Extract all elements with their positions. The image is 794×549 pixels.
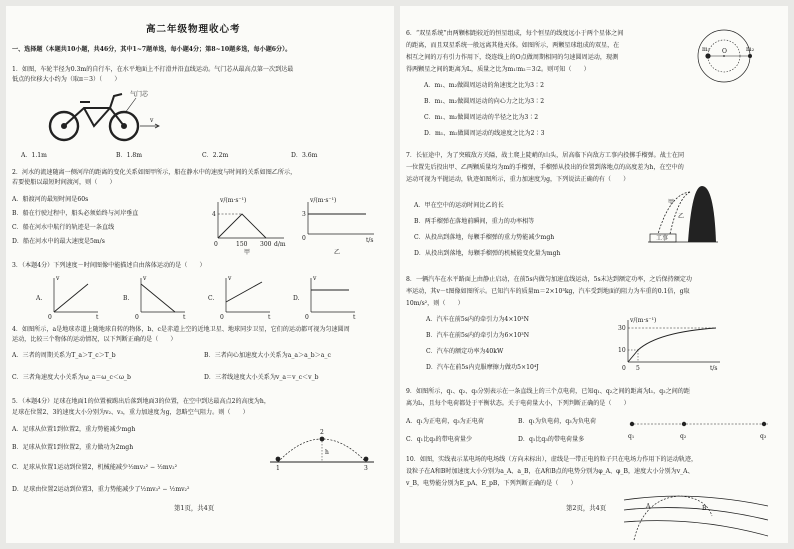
q3-a-origin: 0 xyxy=(48,314,52,321)
q6-option-c: C．m₁、m₂做圆周运动的半径之比为3∶2 xyxy=(424,114,539,121)
charge-q2 xyxy=(682,422,686,426)
graph-jia-x-tick-0: 0 xyxy=(214,241,218,248)
label-point-a: A xyxy=(646,503,651,510)
q6-stem-line1: 6．“双星系统”由两颗相距较近的恒星组成，每个恒星的线度远小于两个星体之间 xyxy=(406,30,624,37)
q3-c-origin: 0 xyxy=(220,314,224,321)
vt-y30: 30 xyxy=(618,325,626,332)
ball-position-2 xyxy=(320,437,325,442)
q8-stem-line3: 10m/s²，则（ ） xyxy=(406,300,464,307)
label-yi: 乙 xyxy=(678,213,685,220)
q7-option-b: B．两手榴弹在落地前瞬间，重力的功率相等 xyxy=(414,218,535,225)
q8-option-b: B．汽车在前5s内的牵引力为6×10³N xyxy=(426,332,530,339)
label-m1: m₁ xyxy=(702,46,711,53)
page-footer-2: 第2页，共4页 xyxy=(566,504,607,512)
ball-position-3 xyxy=(364,457,369,462)
q7-stem-line2: 一位置先后投出甲、乙两颗质量均为m的手榴弹，手榴弹从投出的位置到落地点的高度差为h，在空中的 xyxy=(406,164,684,171)
q9-option-a: A．q₁为正电荷，q₃为正电荷 xyxy=(406,418,485,425)
q3-a-line xyxy=(54,284,88,312)
q4-option-c: C．三者角速度大小关系为ω_a＝ω_c＜ω_b xyxy=(12,374,131,381)
label-jia: 甲 xyxy=(668,199,675,206)
q3-graph-d xyxy=(291,274,361,320)
star-m2 xyxy=(748,54,752,58)
valve-label: 气门芯 xyxy=(130,91,149,98)
q2-option-d: D．船在河水中的最大速度是5m/s xyxy=(12,238,105,245)
q1-stem-line2: 低点的位移大小约为（取π＝3）（ ） xyxy=(12,76,121,83)
position-label-3: 3 xyxy=(364,465,368,472)
q3-stem: 3．（本题4分）下列速度－时间图像中能描述自由落体运动的是（ ） xyxy=(12,262,206,269)
q2-option-c: C．船在河水中航行的轨迹是一条直线 xyxy=(12,224,115,231)
q1-stem-line1: 1．如图，车轮半径为0.3m的自行车，在水平地面上不打滑并沿直线运动。气门芯从最高点第一次到达最 xyxy=(12,66,294,73)
graph-yi-caption: 乙 xyxy=(334,249,341,256)
q3-b-t-label: t xyxy=(183,314,186,321)
q1-option-a: A．1.1m xyxy=(21,152,47,159)
section-heading: 一、选择题（本题共10小题，共46分，其中1~7题单选，每小题4分；第8~10题多选，每小题6分）。 xyxy=(12,46,292,53)
vt-y10: 10 xyxy=(618,347,626,354)
hill xyxy=(688,186,716,242)
q8-option-c: C．汽车的额定功率为40kW xyxy=(426,348,504,355)
graph-yi-ylabel: v/(m·s⁻¹) xyxy=(310,197,337,204)
q5-option-c: C．足球从位置1运动到位置2，机械能减少½mv₃² − ½mv₂² xyxy=(12,464,178,471)
q2-stem-line2: 若要使船以最短时间渡河，则（ ） xyxy=(12,179,116,186)
label-q2: q₂ xyxy=(680,433,687,440)
q4-option-b: B．三者向心加速度大小关系为a_a＞a_b＞a_c xyxy=(204,352,331,359)
q3-label-b: B. xyxy=(123,295,130,302)
q4-stem-line1: 4．如图所示，a是地球赤道上随地球自转的物体，b、c是赤道上空的近地卫星、地球同步卫星，它们的运动都可视为匀速圆周 xyxy=(12,326,350,333)
boat-speed-graph-yi xyxy=(300,196,380,256)
q3-c-t-label: t xyxy=(268,314,271,321)
q3-b-origin: 0 xyxy=(135,314,139,321)
q3-a-t-label: t xyxy=(96,314,99,321)
vt-ylabel: v/(m·s⁻¹) xyxy=(630,317,657,324)
exam-page-2 xyxy=(400,6,788,543)
q6-stem-line4: 得两颗星之间的距离为L，质量之比为m₁∶m₂＝3∶2。则可知（ ） xyxy=(406,66,590,73)
position-label-1: 1 xyxy=(276,465,280,472)
bicycle-figure xyxy=(46,88,166,144)
q3-c-v-label: v xyxy=(228,275,232,282)
q7-option-d: D．从投出到落地，每颗手榴弹的机械能变化量为mgh xyxy=(414,250,561,257)
vt-curve xyxy=(628,328,716,362)
label-q1: q₁ xyxy=(628,433,635,440)
center-o xyxy=(723,55,725,57)
graph-jia-x-tick-300: 300 xyxy=(260,241,272,248)
grenade-hill-figure xyxy=(648,184,718,246)
valve-pointer xyxy=(125,98,136,113)
graph-jia-ylabel: v/(m·s⁻¹) xyxy=(220,197,247,204)
q3-b-v-label: v xyxy=(143,275,147,282)
graph-jia-x-tick-150: 150 xyxy=(236,241,248,248)
q8-option-a: A．汽车在前5s内的牵引力为4×10³N xyxy=(426,316,529,323)
label-m2: m₂ xyxy=(746,46,755,53)
q2-stem-line1: 2．河水的流速随离一侧河岸的距离的变化关系如图甲所示，船在静水中的速度与时间的关系如图乙所示， xyxy=(12,169,297,176)
q7-option-a: A．甲在空中的运动时间比乙的长 xyxy=(414,202,504,209)
q3-label-d: D. xyxy=(293,295,300,302)
graph-jia-y-tick: 4 xyxy=(212,211,216,218)
q2-option-b: B．船在行驶过程中，船头必须始终与河岸垂直 xyxy=(12,210,139,217)
graph-yi-origin: 0 xyxy=(302,235,306,242)
q4-option-a: A．三者的周期关系为T_a＞T_c＞T_b xyxy=(12,352,116,359)
car-vt-graph xyxy=(618,316,726,374)
football-trajectory-figure xyxy=(268,422,378,472)
q10-stem-line2: 设粒子在A和B时加速度大小分别为a_A、a_B，在A和B点的电势分别为φ_A、φ_B，速度大小分别为v_A、 xyxy=(406,468,694,475)
graph-yi-xlabel: t/s xyxy=(366,237,374,244)
bike-frame xyxy=(64,94,124,126)
ball-position-1 xyxy=(276,457,281,462)
binary-star-figure xyxy=(684,26,764,86)
q3-d-v-label: v xyxy=(313,275,317,282)
q3-label-c: C. xyxy=(208,295,215,302)
q5-option-d: D．足球由位置2运动到位置3，重力势能减少了½mv₃² − ½mv₂² xyxy=(12,486,190,493)
q3-label-a: A. xyxy=(36,295,43,302)
q3-a-v-label: v xyxy=(56,275,60,282)
q7-stem-line1: 7．长征途中，为了突破敌方关隘，战士爬上陡峭的山头，居高临下向敌方工事内投掷手榴弹。战士在同 xyxy=(406,152,685,159)
label-q3: q₃ xyxy=(760,433,767,440)
point-charges-figure xyxy=(622,412,772,442)
label-point-b: B xyxy=(702,505,707,512)
vt-x5: 5 xyxy=(636,365,640,372)
exam-title: 高二年级物理收心考 xyxy=(146,24,241,35)
electric-field-figure xyxy=(622,486,772,542)
q1-option-b: B．1.8m xyxy=(116,152,143,159)
label-o: O xyxy=(722,48,727,55)
q9-stem-line2: 离为l₂，且每个电荷都处于平衡状态。关于电荷量大小，下列判断正确的是（ ） xyxy=(406,400,630,407)
charge-q3 xyxy=(762,422,766,426)
river-speed-graph-jia xyxy=(210,196,290,256)
q6-stem-line2: 的距离，而且双星系统一般远离其他天体。如图所示，两颗星球组成的双星，在 xyxy=(406,42,620,49)
q9-option-b: B．q₁为负电荷，q₃为负电荷 xyxy=(518,418,597,425)
height-label: h xyxy=(325,449,329,456)
q5-option-a: A．足球从位置1到位置2，重力势能减少mgh xyxy=(12,426,136,433)
q5-stem-line2: 足球在位置2、3的速度大小分别为v₂、v₃，重力加速度为g，忽略空气阻力。则（ ） xyxy=(12,409,249,416)
field-line-3 xyxy=(624,521,768,536)
velocity-label: v xyxy=(150,117,154,124)
q3-graph-b xyxy=(121,274,191,320)
graph-yi-y-tick: 3 xyxy=(302,211,306,218)
q8-stem-line1: 8．一辆汽车在水平路面上由静止启动，在前5s内做匀加速直线运动，5s末达到额定功率，之后保持额定功 xyxy=(406,276,693,283)
q10-stem-line3: v_B，电势能分别为E_pA、E_pB，下列判断正确的是（ ） xyxy=(406,480,577,487)
label-bunker: 工事 xyxy=(656,235,669,242)
q5-stem-line1: 5．（本题4分）足球在地面1的位置被踢出后落到地面3的位置，在空中到达最高点2的高度为h， xyxy=(12,398,270,405)
q6-option-a: A．m₁、m₂做圆周运动的角速度之比为3∶2 xyxy=(424,82,545,89)
q5-option-b: B．足球从位置1到位置2，重力做功为2mgh xyxy=(12,444,134,451)
vt-origin: 0 xyxy=(622,365,626,372)
q6-stem-line3: 相互之间的万有引力作用下，绕连线上的O点做周期相同的匀速圆周运动，现测 xyxy=(406,54,619,61)
q3-b-line xyxy=(141,284,175,312)
q8-stem-line2: 率运动，其v－t图像如图所示。已知汽车的质量m＝2×10³kg，汽车受到地面的阻力为车重的0.1倍，g取 xyxy=(406,288,690,295)
q1-option-d: D．3.6m xyxy=(291,152,318,159)
position-label-2: 2 xyxy=(320,429,324,436)
graph-jia-xlabel: d/m xyxy=(274,241,286,248)
q3-d-origin: 0 xyxy=(305,314,309,321)
vt-xlabel: t/s xyxy=(710,365,718,372)
q9-option-c: C．q₁比q₃的带电荷量少 xyxy=(406,436,473,443)
q2-option-a: A．船渡河的最短时间是60s xyxy=(12,196,89,203)
q3-graph-c xyxy=(206,274,276,320)
q6-option-b: B．m₁、m₂做圆周运动的向心力之比为3∶2 xyxy=(424,98,545,105)
q7-stem-line3: 运动可视为平抛运动，轨迹如图所示，重力加速度为g，下列说法正确的有（ ） xyxy=(406,176,630,183)
q3-graph-a xyxy=(34,274,104,320)
q9-stem-line1: 9．如图所示，q₁、q₂、q₃分别表示在一条直线上的三个点电荷，已知q₁、q₂之间的距离为l₁，q₂之间的距 xyxy=(406,388,690,395)
q3-d-t-label: t xyxy=(353,314,356,321)
page-footer-1: 第1页，共4页 xyxy=(174,504,215,512)
q3-c-line xyxy=(226,282,262,302)
graph-jia-caption: 甲 xyxy=(244,249,251,256)
q9-option-d: D．q₁比q₃的带电荷量多 xyxy=(518,436,585,443)
graph-jia-line xyxy=(218,214,266,238)
q6-option-d: D．m₁、m₂做圆周运动的线速度之比为2∶3 xyxy=(424,130,545,137)
charge-q1 xyxy=(630,422,634,426)
exam-page-1 xyxy=(6,6,394,543)
star-m1 xyxy=(705,53,710,58)
q8-option-d: D．汽车在前5s内克服摩擦力做功5×10⁴J xyxy=(426,364,539,371)
q4-option-d: D．三者线速度大小关系为v_a＝v_c＜v_b xyxy=(204,374,319,381)
q7-option-c: C．从投出到落地，每颗手榴弹的重力势能减少mgh xyxy=(414,234,555,241)
q10-stem-line1: 10．如图，实线表示某电场的电场线（方向未标出），虚线是一带正电的粒子只在电场力作用下的运动轨迹， xyxy=(406,456,698,463)
q1-option-c: C．2.2m xyxy=(202,152,229,159)
q4-stem-line2: 运动，比较三个物体的运动情况，以下判断正确的是（ ） xyxy=(12,336,177,343)
